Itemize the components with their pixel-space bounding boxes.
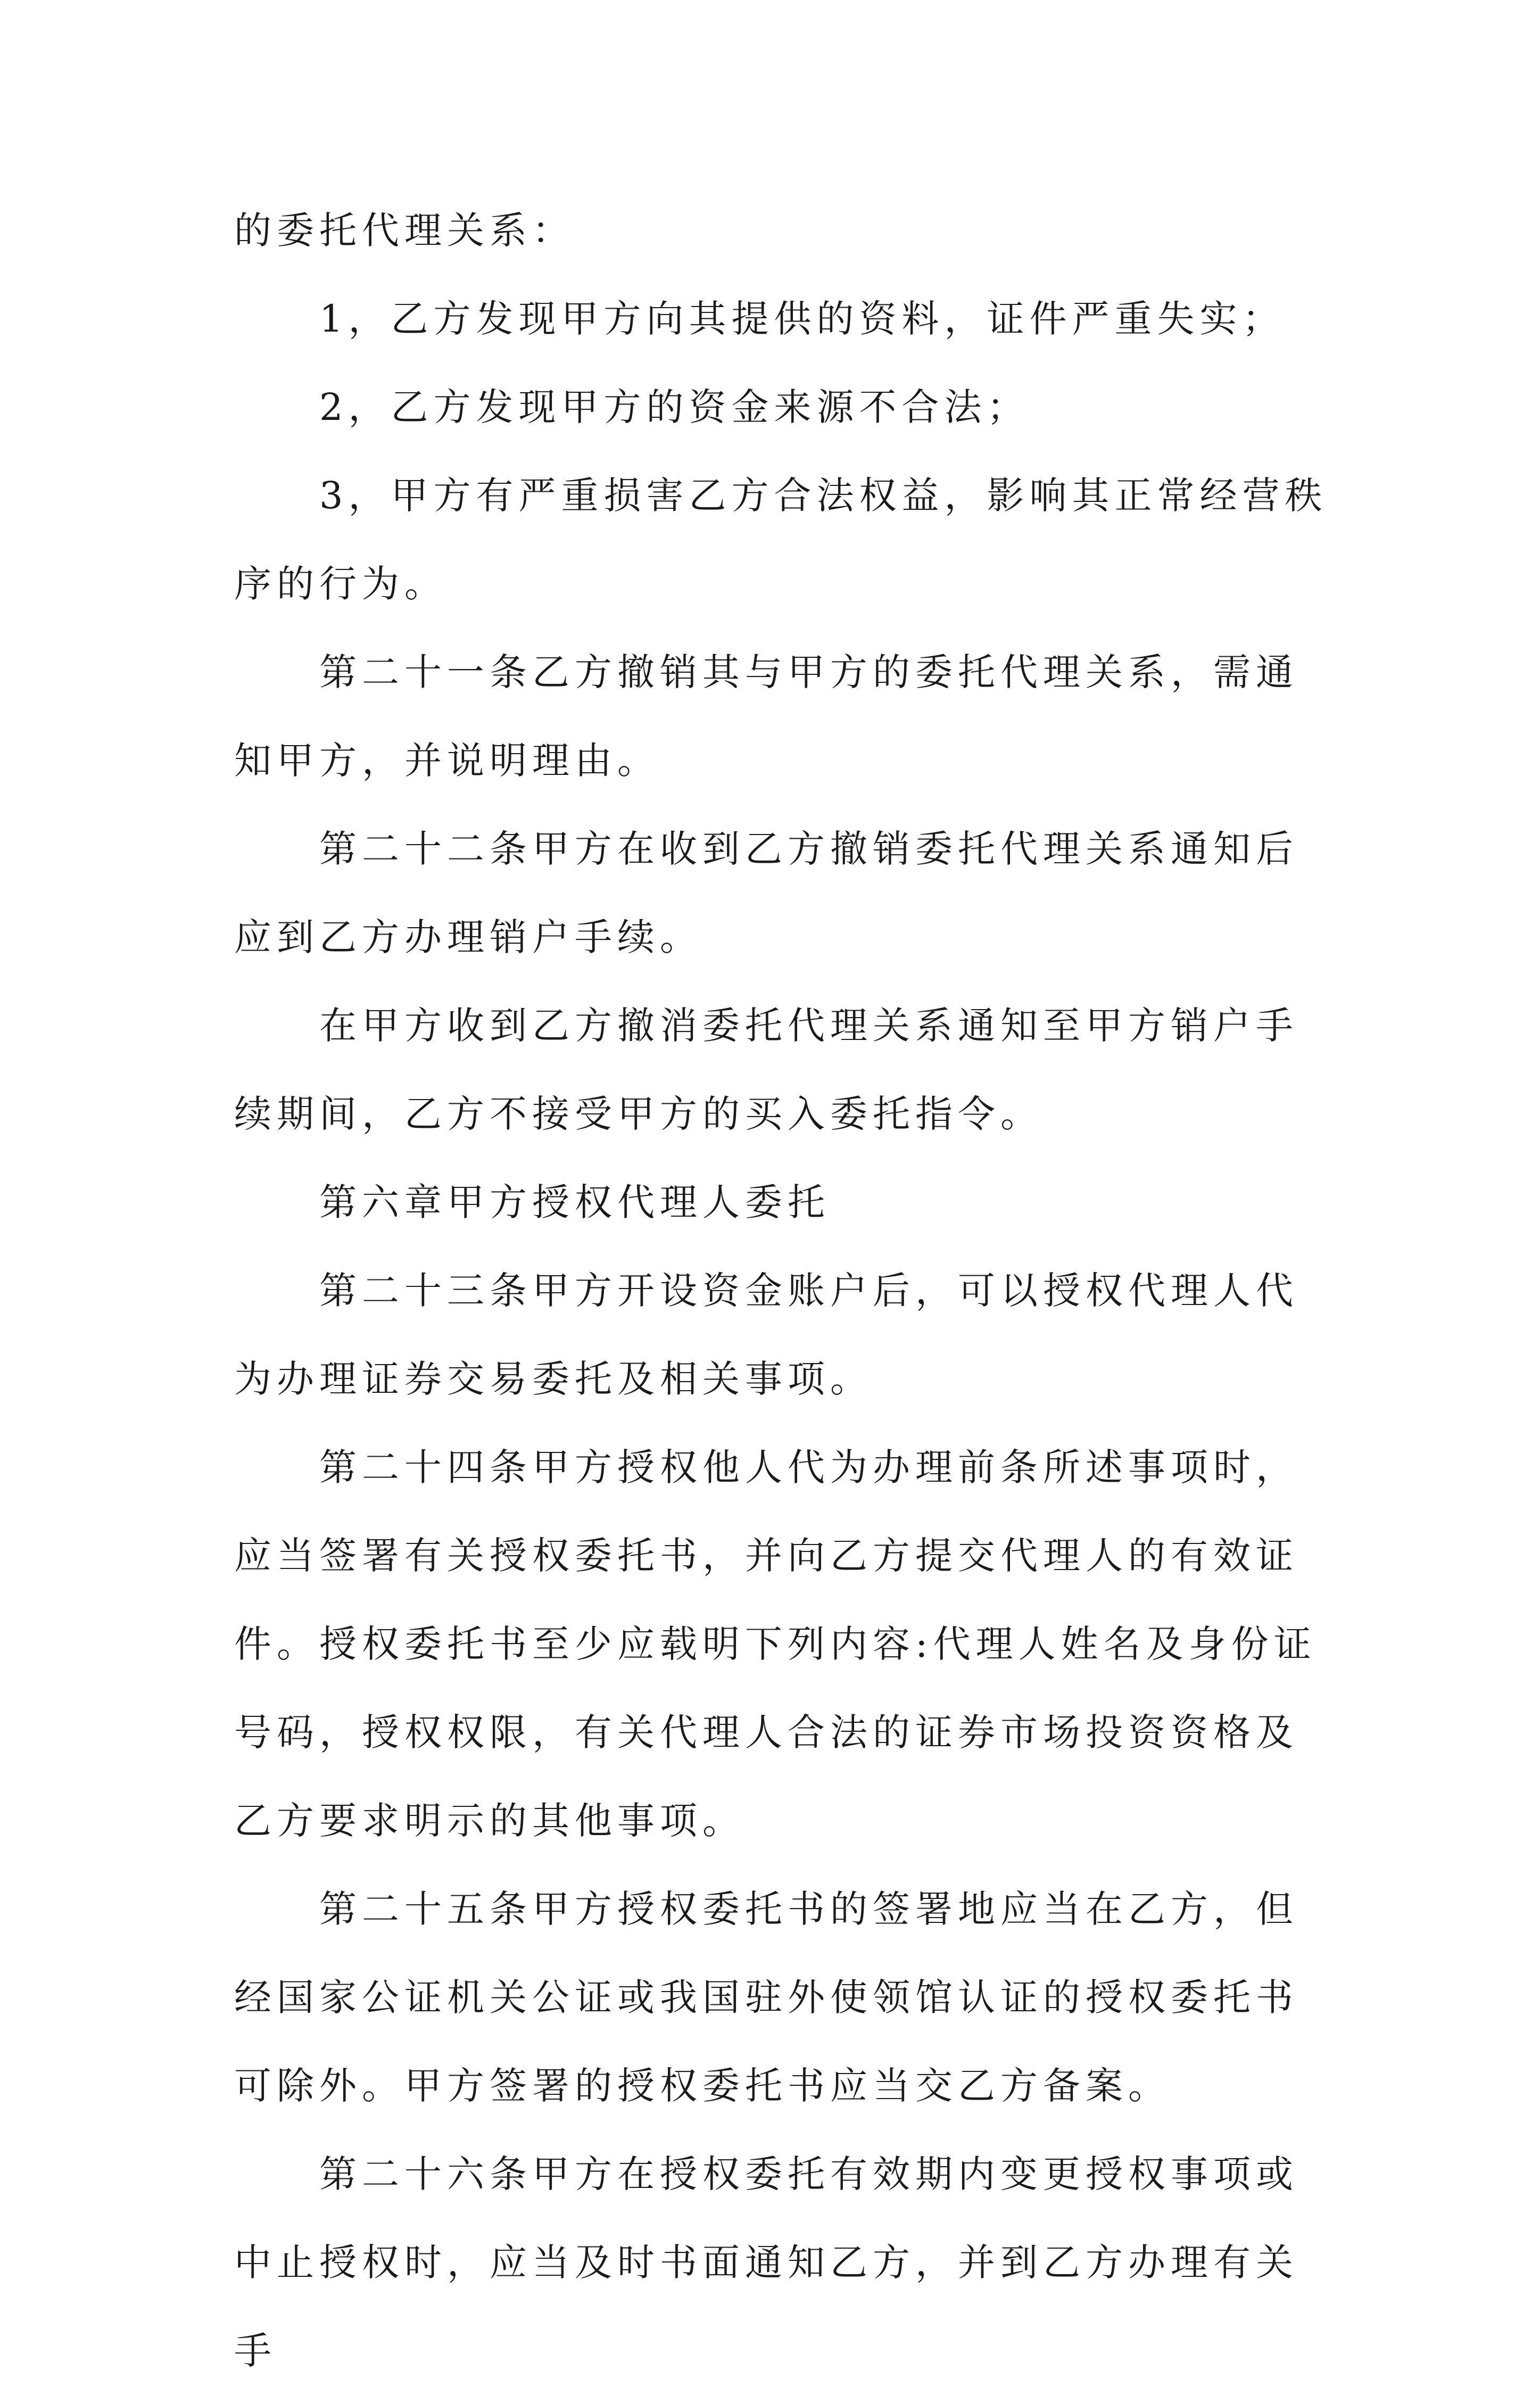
paragraph-1: 的委托代理关系： — [234, 209, 575, 252]
paragraph-2: 1，乙方发现甲方向其提供的资料，证件严重失实； — [319, 297, 1285, 341]
document-body — [234, 186, 1330, 2395]
chapter-heading: 第六章甲方授权代理人委托 — [319, 1180, 830, 1224]
paragraph-3: 2，乙方发现甲方的资金来源不合法； — [319, 385, 1030, 429]
paragraph-article-26: 第二十六条甲方在授权委托有效期内变更授权事项或中止授权时，应当及时书面通知乙方，并到乙方办理有关手 — [234, 2152, 1298, 2373]
paragraph-4: 3，甲方有严重损害乙方合法权益，影响其正常经营秩序的行为。 — [234, 474, 1328, 606]
paragraph-article-23: 第二十三条甲方开设资金账户后，可以授权代理人代为办理证券交易委托及相关事项。 — [234, 1269, 1298, 1401]
paragraph-article-24: 第二十四条甲方授权他人代为办理前条所述事项时，应当签署有关授权委托书，并向乙方提交代理人的有效证件。授权委托书至少应载明下列内容:代理人姓名及身份证号码，授权权限，有关代理人合法的证券市场投资资格及乙方要求明示的其他事项。 — [234, 1446, 1317, 1843]
paragraph-article-22-cont: 在甲方收到乙方撤消委托代理关系通知至甲方销户手续期间，乙方不接受甲方的买入委托指令。 — [234, 1004, 1298, 1136]
paragraph-article-25: 第二十五条甲方授权委托书的签署地应当在乙方，但经国家公证机关公证或我国驻外使领馆认证的授权委托书可除外。甲方签署的授权委托书应当交乙方备案。 — [234, 1887, 1298, 2108]
paragraph-article-22: 第二十二条甲方在收到乙方撤销委托代理关系通知后应到乙方办理销户手续。 — [234, 827, 1298, 959]
paragraph-article-21: 第二十一条乙方撤销其与甲方的委托代理关系，需通知甲方，并说明理由。 — [234, 650, 1298, 782]
